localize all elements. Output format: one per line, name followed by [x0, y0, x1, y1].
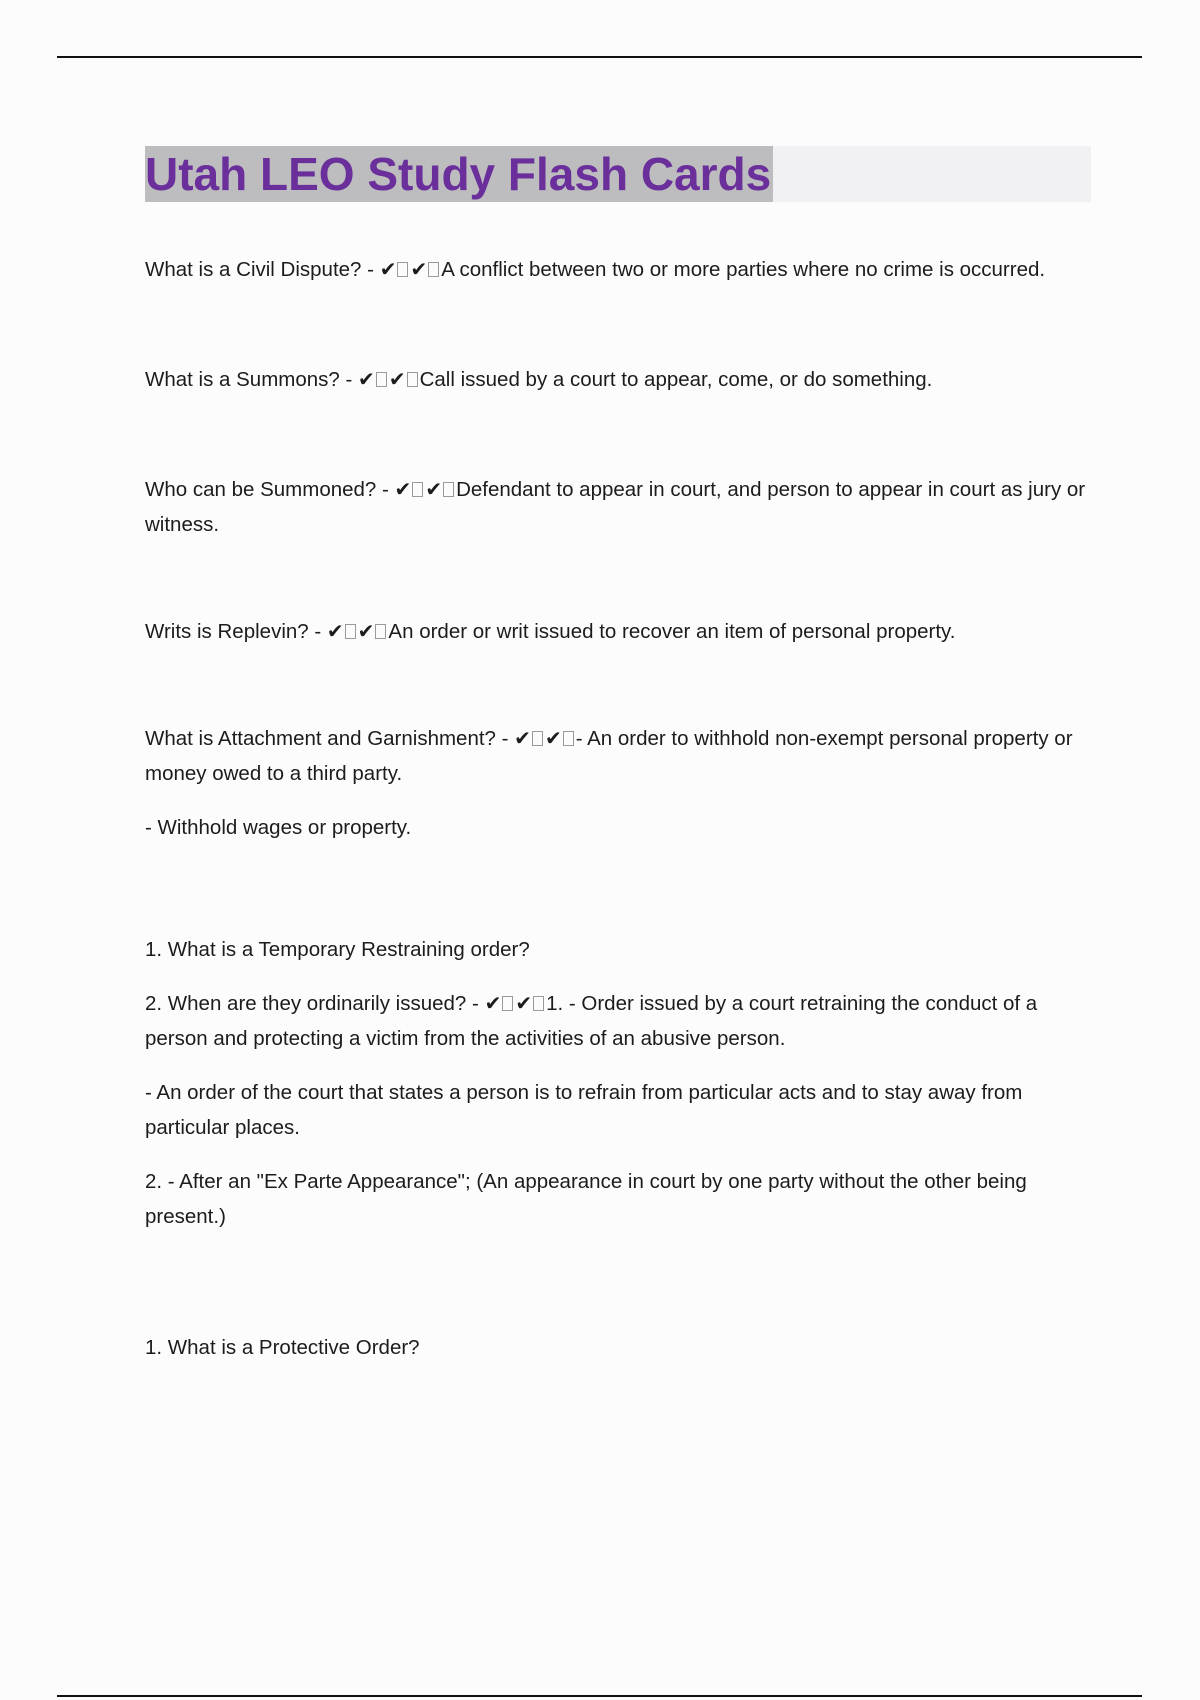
card-extra: 2. - After an "Ex Parte Appearance"; (An appearance in court by one party without the other being present.) [145, 1170, 1027, 1228]
check-icon: ✔ [425, 477, 443, 501]
title-highlight [145, 146, 773, 202]
check-icon: ✔ [394, 477, 412, 501]
check-icon: ✔ [410, 257, 428, 281]
card-pre-question: 1. What is a Temporary Restraining order? [145, 938, 530, 961]
top-rule [57, 56, 1142, 58]
flash-card-civil-dispute [145, 252, 1095, 287]
card-text [145, 614, 1095, 649]
box-icon [443, 482, 454, 497]
box-icon [502, 996, 513, 1011]
card-extra: - An order of the court that states a person is to refrain from particular acts and to stay away from particular places. [145, 1081, 1023, 1139]
card-answer: A conflict between two or more parties where no crime is occurred. [441, 258, 1046, 281]
card-text [145, 472, 1095, 542]
flash-card-list [145, 252, 1095, 1365]
box-icon [532, 731, 543, 746]
box-icon [397, 262, 408, 277]
card-question: What is a Civil Dispute? - [145, 258, 380, 281]
flash-card-protective-order [145, 1330, 1095, 1365]
page-title: Utah LEO Study Flash Cards [145, 148, 772, 200]
check-icon: ✔ [358, 367, 375, 391]
box-icon [345, 624, 356, 639]
flash-card-replevin [145, 614, 1095, 649]
box-icon [533, 996, 544, 1011]
box-icon [407, 372, 418, 387]
check-icon: ✔ [515, 991, 533, 1015]
card-question: Writs is Replevin? - [145, 620, 327, 643]
card-answer: An order or writ issued to recover an item of personal property. [388, 620, 956, 643]
flash-card-summoned [145, 472, 1095, 542]
card-text [145, 721, 1095, 791]
check-icon: ✔ [357, 619, 375, 643]
box-icon [412, 482, 423, 497]
box-icon [428, 262, 439, 277]
bottom-rule [57, 1695, 1142, 1697]
card-question: 2. When are they ordinarily issued? - [145, 992, 485, 1015]
check-icon: ✔ [326, 619, 344, 643]
card-pre-question: 1. What is a Protective Order? [145, 1336, 420, 1359]
card-text [145, 252, 1095, 287]
card-extra: - Withhold wages or property. [145, 816, 412, 839]
card-question: What is a Summons? - [145, 368, 359, 391]
flash-card-restraining-order [145, 932, 1095, 1234]
flash-card-summons [145, 362, 1095, 397]
check-icon: ✔ [514, 726, 531, 750]
card-answer: 1. - Order issued by a court retraining the conduct of a person and protecting a victim from the activities of an abusive person. [145, 992, 1038, 1050]
card-text [145, 986, 1095, 1056]
check-icon: ✔ [379, 257, 397, 281]
card-text [145, 362, 1095, 397]
box-icon [563, 731, 574, 746]
check-icon: ✔ [484, 991, 502, 1015]
flash-card-attachment [145, 721, 1095, 845]
card-answer: - An order to withhold non-exempt personal property or money owed to a third party. [145, 727, 1073, 785]
card-answer: Defendant to appear in court, and person to appear in court as jury or witness. [145, 478, 1086, 536]
card-question: Who can be Summoned? - [145, 478, 395, 501]
check-icon: ✔ [388, 367, 406, 391]
card-question: What is Attachment and Garnishment? - [145, 727, 515, 750]
box-icon [375, 624, 386, 639]
check-icon: ✔ [544, 726, 562, 750]
card-answer: Call issued by a court to appear, come, or do something. [419, 368, 933, 391]
box-icon [376, 372, 387, 387]
title-band [145, 146, 1091, 202]
